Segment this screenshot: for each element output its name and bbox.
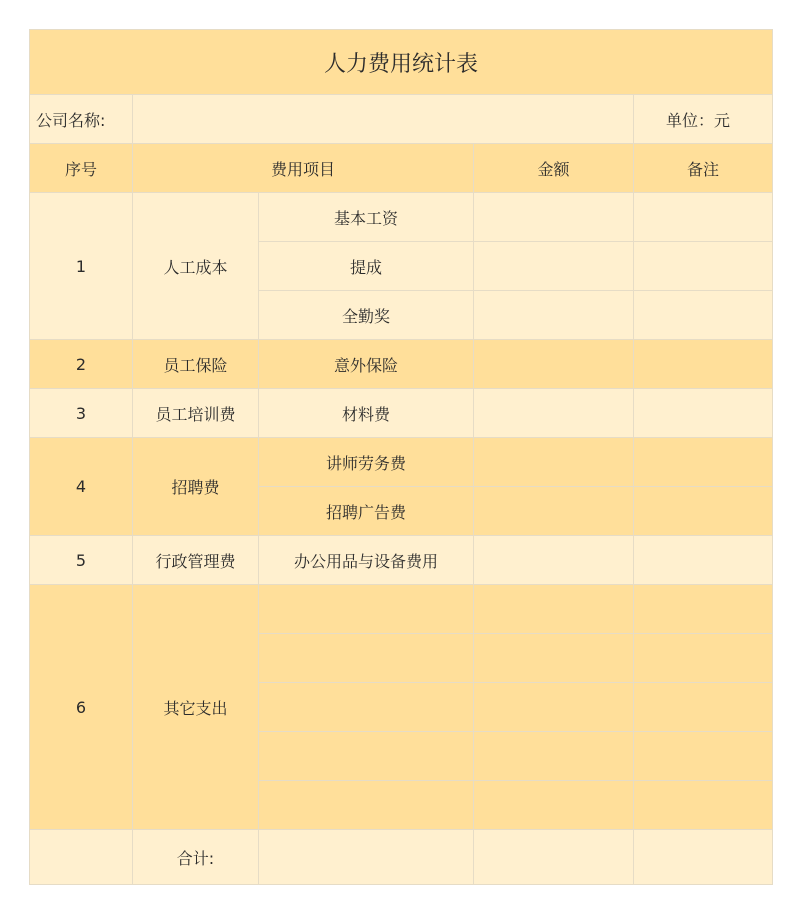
amount-cell[interactable] — [474, 340, 634, 389]
amount-cell[interactable] — [474, 487, 634, 536]
amount-cell[interactable] — [474, 732, 634, 781]
amount-cell[interactable] — [474, 781, 634, 830]
note-cell[interactable] — [634, 487, 773, 536]
note-cell[interactable] — [634, 781, 773, 830]
header-index: 序号 — [30, 144, 133, 193]
row-item: 材料费 — [259, 389, 474, 438]
row-item[interactable] — [259, 683, 474, 732]
header-item: 费用项目 — [133, 144, 474, 193]
row-index: 4 — [30, 438, 133, 536]
total-amount-cell[interactable] — [474, 830, 634, 885]
note-cell[interactable] — [634, 683, 773, 732]
total-note-cell[interactable] — [634, 830, 773, 885]
amount-cell[interactable] — [474, 438, 634, 487]
note-cell[interactable] — [634, 585, 773, 634]
note-cell[interactable] — [634, 193, 773, 242]
table-row — [30, 438, 773, 487]
amount-cell[interactable] — [474, 291, 634, 340]
row-category: 员工保险 — [133, 340, 259, 389]
table-row — [30, 389, 773, 438]
total-spacer — [30, 830, 133, 885]
row-index: 5 — [30, 536, 133, 585]
note-cell[interactable] — [634, 291, 773, 340]
company-name-field[interactable] — [133, 95, 634, 144]
note-cell[interactable] — [634, 340, 773, 389]
unit-label: 单位：元 — [634, 95, 773, 144]
row-item: 办公用品与设备费用 — [259, 536, 474, 585]
row-index: 2 — [30, 340, 133, 389]
row-item: 意外保险 — [259, 340, 474, 389]
table-row — [30, 585, 773, 634]
note-cell[interactable] — [634, 536, 773, 585]
row-index: 3 — [30, 389, 133, 438]
table-row — [30, 193, 773, 242]
amount-cell[interactable] — [474, 193, 634, 242]
amount-cell[interactable] — [474, 634, 634, 683]
amount-cell[interactable] — [474, 683, 634, 732]
table-row — [30, 340, 773, 389]
row-index: 1 — [30, 193, 133, 340]
total-row — [30, 830, 773, 885]
row-item: 招聘广告费 — [259, 487, 474, 536]
table-row — [30, 536, 773, 585]
note-cell[interactable] — [634, 389, 773, 438]
note-cell[interactable] — [634, 634, 773, 683]
header-amount: 金额 — [474, 144, 634, 193]
row-category: 员工培训费 — [133, 389, 259, 438]
table-title: 人力费用统计表 — [30, 30, 773, 95]
row-category: 行政管理费 — [133, 536, 259, 585]
company-name-label: 公司名称: — [30, 95, 133, 144]
expense-table — [29, 29, 773, 885]
total-label: 合计: — [133, 830, 259, 885]
row-category: 人工成本 — [133, 193, 259, 340]
row-item[interactable] — [259, 585, 474, 634]
amount-cell[interactable] — [474, 389, 634, 438]
row-item[interactable] — [259, 634, 474, 683]
header-note: 备注 — [634, 144, 773, 193]
row-category: 其它支出 — [133, 585, 259, 830]
row-item: 提成 — [259, 242, 474, 291]
note-cell[interactable] — [634, 438, 773, 487]
row-item: 全勤奖 — [259, 291, 474, 340]
row-item: 讲师劳务费 — [259, 438, 474, 487]
note-cell[interactable] — [634, 242, 773, 291]
row-item[interactable] — [259, 781, 474, 830]
row-index: 6 — [30, 585, 133, 830]
amount-cell[interactable] — [474, 585, 634, 634]
row-category: 招聘费 — [133, 438, 259, 536]
amount-cell[interactable] — [474, 536, 634, 585]
amount-cell[interactable] — [474, 242, 634, 291]
total-item-cell — [259, 830, 474, 885]
row-item: 基本工资 — [259, 193, 474, 242]
note-cell[interactable] — [634, 732, 773, 781]
row-item[interactable] — [259, 732, 474, 781]
header-row — [30, 144, 773, 193]
